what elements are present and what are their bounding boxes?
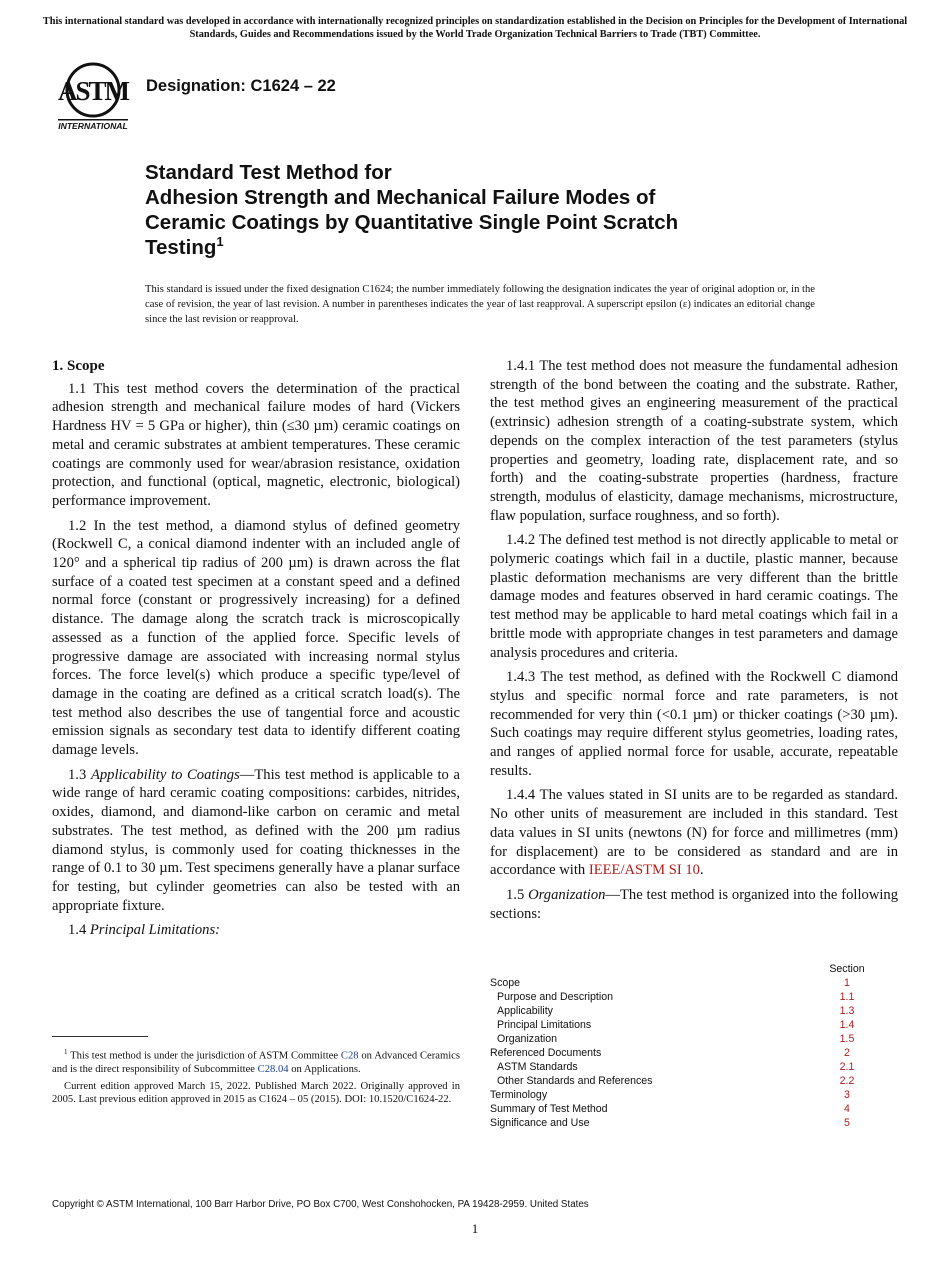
paragraph-1-1: 1.1 This test method covers the determination of the practical adhesion strength and mechanical failure modes of hard (Vickers Hardness HV = 5 GPa or higher), thin (≤30 µm) ceramic coatings on metal and ceramic substrates at ambient temperatures. These ceramic coatings are commonly used for wear/abrasion resistance, oxidation protection, and functional (optical, magnetic, electronic, biological) performance improvement. <box>52 380 460 509</box>
paragraph-1-3-title: Applicability to Coatings <box>90 766 240 783</box>
sections-table-header <box>490 962 874 976</box>
toc-row-label: Organization <box>497 1033 558 1045</box>
toc-row-label: Significance and Use <box>490 1117 590 1129</box>
toc-row-section-link[interactable]: 3 <box>844 1089 850 1101</box>
toc-row-section-link[interactable]: 5 <box>844 1117 850 1129</box>
copyright-notice: Copyright © ASTM International, 100 Barr Harbor Drive, PO Box C700, West Conshohocken, PA 19428-2959. United States <box>52 1199 589 1210</box>
toc-row <box>490 1074 874 1088</box>
link-committee-c28[interactable]: C28 <box>340 1050 359 1062</box>
sections-table-rows <box>490 976 874 1130</box>
link-ieee-astm-si10[interactable]: IEEE/ASTM SI 10 <box>588 862 700 879</box>
paragraph-1-4-1: 1.4.1 The test method does not measure the fundamental adhesion strength of the bond between the coating and the substrate. Rather, the test method gives an engineering measurement of the practical (extrinsic) adhesion strength of a coating-substrate system, which depends on the complex interaction of the test parameters (stylus properties and geometry, loading rate, displacement rate, and so forth) and the coating-substrate properties (hardness, fracture strength, modulus of elasticity, damage mechanisms, microstructure, flaw population, surface roughness, and so forth). <box>490 358 898 524</box>
toc-row <box>490 1046 874 1060</box>
paragraph-1-4-4 <box>490 786 898 880</box>
title-line-2: Adhesion Strength and Mechanical Failure Modes of <box>145 186 656 209</box>
page-number: 1 <box>471 1221 479 1236</box>
paragraph-1-2: 1.2 In the test method, a diamond stylus of defined geometry (Rockwell C, a conical diamond indenter with an included angle of 120° and a spherical tip radius of 200 µm) is drawn across the flat surface of a coated test specimen at a constant speed and a defined normal force (constant or progressively increasing) for a defined distance. The damage along the scratch track is microscopically assessed as a function of the applied force. Specific levels of progressive damage are associated with increasing normal stylus forces. The force level(s) which produce a specific type/level of damage in the coating are defined as a critical scratch load(s). The test method also describes the use of tangential force and acoustic emission signals as secondary test data to identify different coating damage levels. <box>52 517 460 759</box>
toc-row <box>490 1004 874 1018</box>
section-heading-scope: 1. Scope <box>52 358 105 374</box>
toc-row <box>490 1032 874 1046</box>
toc-row <box>490 1060 874 1074</box>
footnote-1-text-b: on Advanced Ceramics and is the direct responsibility of Subcommittee <box>52 1050 460 1076</box>
toc-row-section-link[interactable]: 1.3 <box>839 1005 855 1017</box>
footnotes <box>52 1046 460 1110</box>
left-column <box>52 357 460 946</box>
toc-row <box>490 990 874 1004</box>
toc-row-label: Principal Limitations <box>497 1019 592 1031</box>
toc-row-section-link[interactable]: 1 <box>844 977 850 989</box>
toc-row <box>490 1088 874 1102</box>
section-column-header: Section <box>829 963 865 975</box>
toc-row-label: Purpose and Description <box>497 991 614 1003</box>
toc-row-label: Referenced Documents <box>490 1047 602 1059</box>
footnote-1-text-a: This test method is under the jurisdiction of ASTM Committee <box>67 1050 341 1062</box>
top-notice: This international standard was developed in accordance with internationally recognized principles on standardization established in the Decision on Principles for the Development of International Standards, Guides and Recommendations issued by the World Trade Organization Technical Barriers to Trade (TBT) Committee. <box>42 16 908 40</box>
toc-row <box>490 976 874 990</box>
title-footnote-mark: 1 <box>216 234 224 250</box>
svg-text:ASTM: ASTM <box>57 76 129 106</box>
toc-row <box>490 1018 874 1032</box>
svg-text:INTERNATIONAL: INTERNATIONAL <box>58 121 128 131</box>
sections-table <box>490 962 874 1130</box>
paragraph-1-3-body: —This test method is applicable to a wide range of hard ceramic coating compositions: carbides, nitrides, oxides, diamond, and diamond-like carbon on ceramic and metal substrates. The test method, as defined with the 200 µm radius diamond stylus, is commonly used for coating thicknesses in the range of 0.1 to 30 µm. Test specimens generally have a planar surface for testing, but cylinder geometries can also be tested with an appropriate fixture. <box>52 766 461 914</box>
paragraph-1-5-body: —The test method is organized into the following sections: <box>490 886 899 922</box>
paragraph-1-4-3: 1.4.3 The test method, as defined with the Rockwell C diamond stylus and specific normal force and rate parameters, is not recommended for very thin (<0.1 µm) or thicker coatings (>30 µm). Such coatings may require different stylus geometries, loading rates, and ranges of applied normal force for usable, accurate, repeatable results. <box>490 669 898 779</box>
toc-row-section-link[interactable]: 1.1 <box>839 991 855 1003</box>
title-line-1: Standard Test Method for <box>145 161 392 184</box>
footnote-1-text-c: on Applications. <box>288 1064 361 1076</box>
toc-row-label: ASTM Standards <box>497 1061 578 1073</box>
toc-row-section-link[interactable]: 1.5 <box>839 1033 855 1045</box>
astm-logo-icon <box>52 57 134 133</box>
paragraph-1-4-title: Principal Limitations: <box>89 922 221 939</box>
toc-row-section-link[interactable]: 2.1 <box>839 1061 855 1073</box>
toc-row-section-link[interactable]: 2 <box>844 1047 850 1059</box>
toc-row-label: Scope <box>490 977 521 989</box>
paragraph-1-5-number: 1.5 <box>506 886 529 903</box>
title-line-4 <box>145 235 845 260</box>
paragraph-1-4-2: 1.4.2 The defined test method is not directly applicable to metal or polymeric coatings which fail in a ductile, plastic manner, because plastic deformation mechanisms are very different than the brittle damage modes and features observed in hard ceramic coatings. The test method may be applicable to hard metal coatings which fail in a brittle mode with appropriate changes in test parameters and damage analysis procedures and criteria. <box>490 532 898 661</box>
issuance-note: This standard is issued under the fixed designation C1624; the number immediately following the designation indicates the year of original adoption or, in the case of revision, the year of last revision. A number in parentheses indicates the year of last reapproval. A superscript epsilon (ε) indicates an editorial change since the last revision or reapproval. <box>145 284 815 325</box>
title-line-4-text: Testing <box>145 236 217 259</box>
paragraph-1-3-number: 1.3 <box>68 766 91 783</box>
paragraph-1-4-4-end: . <box>699 862 704 879</box>
toc-row-section-link[interactable]: 2.2 <box>839 1075 855 1087</box>
toc-row <box>490 1102 874 1116</box>
toc-row-label: Applicability <box>497 1005 553 1017</box>
paragraph-1-5-title: Organization <box>528 886 606 903</box>
document-title <box>145 160 845 260</box>
footnote-1-mark: 1 <box>64 1048 68 1056</box>
paragraph-1-4-4-body: 1.4.4 The values stated in SI units are to be regarded as standard. No other units of measurement are included in this standard. Test data values in SI units (newtons (N) for force and millimetres (mm) for displacement) are to be considered as standard and are in accordance with <box>490 787 898 879</box>
toc-row <box>490 1116 874 1130</box>
link-subcommittee-c28-04[interactable]: C28.04 <box>257 1064 289 1076</box>
footnote-1 <box>52 1046 460 1077</box>
paragraph-1-3 <box>52 766 460 916</box>
toc-row-label: Summary of Test Method <box>490 1103 608 1115</box>
title-line-3: Ceramic Coatings by Quantitative Single Point Scratch <box>145 211 679 234</box>
toc-row-label: Terminology <box>490 1089 548 1101</box>
paragraph-1-4 <box>52 921 460 940</box>
designation: Designation: C1624 – 22 <box>146 77 336 95</box>
right-column <box>490 357 898 929</box>
toc-row-section-link[interactable]: 1.4 <box>839 1019 855 1031</box>
footnote-edition: Current edition approved March 15, 2022. Published March 2022. Originally approved in 2005. Last previous edition approved in 2015 as C1624 – 05 (2015). DOI: 10.1520/C1624-22. <box>52 1080 460 1106</box>
paragraph-1-4-number: 1.4 <box>68 922 90 939</box>
paragraph-1-5 <box>490 886 898 923</box>
toc-row-label: Other Standards and References <box>497 1075 653 1087</box>
footnote-divider <box>52 1036 148 1037</box>
toc-row-section-link[interactable]: 4 <box>844 1103 850 1115</box>
